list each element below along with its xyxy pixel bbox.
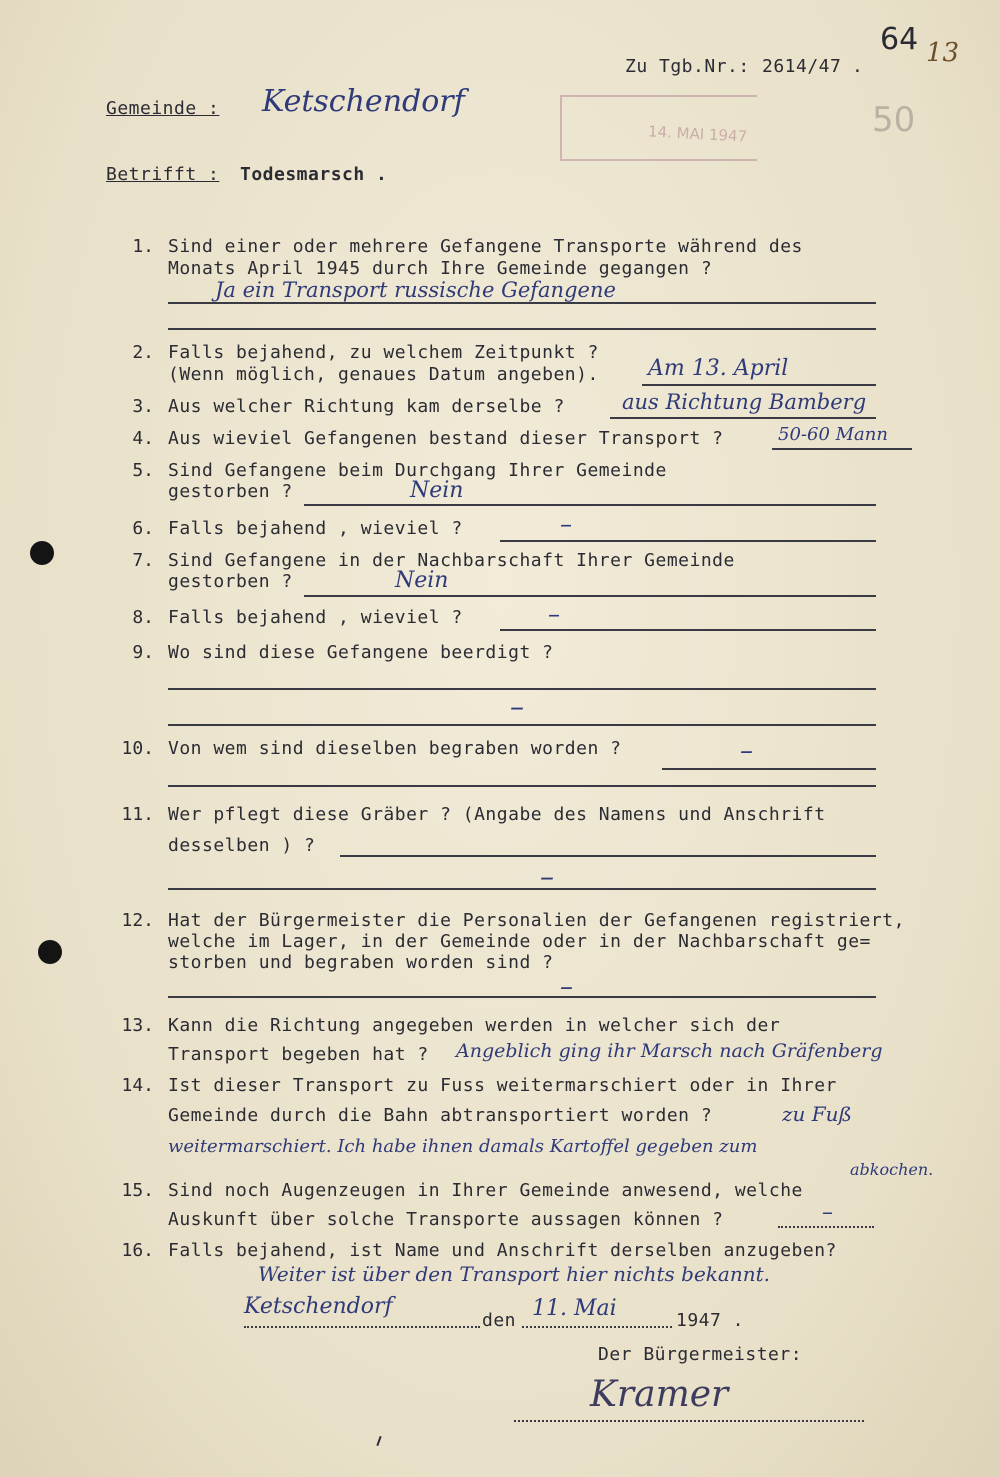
- answer-line: [168, 785, 876, 787]
- answer: 50-60 Mann: [778, 424, 888, 445]
- question-text: Sind Gefangene in der Nachbarschaft Ihrer Gemeinde: [168, 550, 735, 571]
- question-number: 13.: [121, 1015, 154, 1036]
- answer-line: [340, 855, 876, 857]
- question-text: Falls bejahend , wieviel ?: [168, 518, 463, 539]
- question-text: Sind Gefangene beim Durchgang Ihrer Gemeinde: [168, 460, 667, 481]
- answer: Nein: [410, 478, 464, 503]
- question-text: Auskunft über solche Transporte aussagen können ?: [168, 1209, 724, 1230]
- question-text: Aus wieviel Gefangenen bestand dieser Transport ?: [168, 428, 724, 449]
- answer: Angeblich ging ihr Marsch nach Gräfenberg: [456, 1040, 883, 1062]
- answer-line: [778, 1226, 874, 1228]
- question-number: 3.: [132, 396, 154, 417]
- question-number: 11.: [121, 804, 154, 825]
- answer: Am 13. April: [648, 356, 789, 381]
- den-label: den: [482, 1310, 517, 1331]
- municipality-label: Gemeinde :: [106, 98, 220, 119]
- answer: –: [822, 1200, 833, 1225]
- signatory-label: Der Bürgermeister:: [598, 1344, 803, 1365]
- question-number: 1.: [132, 236, 154, 257]
- answer-line: [662, 768, 876, 770]
- answer-line: [642, 384, 876, 386]
- answer-line: [168, 724, 876, 726]
- punch-hole-bottom: [38, 940, 62, 964]
- answer: aus Richtung Bamberg: [622, 390, 867, 414]
- answer-line: [610, 417, 876, 419]
- question-text: Ist dieser Transport zu Fuss weitermarschiert oder in Ihrer: [168, 1075, 837, 1096]
- subject-label: Betrifft :: [106, 164, 220, 185]
- answer: –: [560, 972, 573, 1002]
- answer: zu Fuß: [782, 1102, 852, 1126]
- place-dots: [244, 1326, 480, 1328]
- subject-value: Todesmarsch .: [240, 164, 388, 185]
- answer-line: [168, 302, 876, 304]
- answer: –: [560, 510, 572, 538]
- question-text: Hat der Bürgermeister die Personalien der Gefangenen registriert,: [168, 910, 905, 931]
- answer-line: [168, 996, 876, 998]
- signature-dots: [514, 1420, 864, 1422]
- question-text: Falls bejahend , wieviel ?: [168, 607, 463, 628]
- question-text: storben und begraben worden sind ?: [168, 952, 554, 973]
- answer: Nein: [395, 568, 449, 593]
- answer-line: [168, 328, 876, 330]
- question-text: Wer pflegt diese Gräber ? (Angabe des Namens und Anschrift: [168, 804, 826, 825]
- question-text: Aus welcher Richtung kam derselbe ?: [168, 396, 565, 417]
- question-text: Falls bejahend, ist Name und Anschrift derselben anzugeben?: [168, 1240, 837, 1261]
- answer: –: [540, 860, 554, 893]
- question-number: 16.: [121, 1240, 154, 1261]
- signature: Kramer: [590, 1374, 729, 1415]
- answer-continued: abkochen.: [850, 1160, 934, 1179]
- date-dots: [522, 1326, 672, 1328]
- answer-line: [500, 540, 876, 542]
- question-text: Gemeinde durch die Bahn abtransportiert worden ?: [168, 1105, 713, 1126]
- question-number: 15.: [121, 1180, 154, 1201]
- answer-line: [500, 629, 876, 631]
- reference-number: 2614/47: [762, 56, 842, 77]
- question-number: 14.: [121, 1075, 154, 1096]
- question-number: 2.: [132, 342, 154, 363]
- answer: Ja ein Transport russische Gefangene: [215, 278, 616, 302]
- question-text: Sind einer oder mehrere Gefangene Transporte während des: [168, 236, 803, 257]
- answer: Weiter ist über den Transport hier nichts bekannt.: [258, 1262, 770, 1286]
- folio-number: 64: [880, 22, 919, 57]
- answer: –: [740, 736, 753, 766]
- question-number: 7.: [132, 550, 154, 571]
- reference-label: Zu Tgb.Nr.:: [625, 56, 750, 77]
- question-text: gestorben ?: [168, 571, 293, 592]
- answer-line: [304, 595, 876, 597]
- answer-line: [304, 504, 876, 506]
- question-text: welche im Lager, in der Gemeinde oder in der Nachbarschaft ge=: [168, 931, 871, 952]
- question-number: 5.: [132, 460, 154, 481]
- answer: –: [548, 600, 560, 628]
- date-day: 11. Mai: [532, 1296, 617, 1321]
- answer-continued: weitermarschiert. Ich habe ihnen damals Kartoffel gegeben zum: [168, 1136, 758, 1157]
- pencil-number: 50: [872, 100, 916, 140]
- question-number: 6.: [132, 518, 154, 539]
- question-number: 9.: [132, 642, 154, 663]
- question-text: Wo sind diese Gefangene beerdigt ?: [168, 642, 554, 663]
- answer-line: [772, 448, 912, 450]
- municipality-value: Ketschendorf: [262, 84, 465, 119]
- answer: –: [510, 690, 524, 723]
- question-text: Monats April 1945 durch Ihre Gemeinde gegangen ?: [168, 258, 713, 279]
- date-year: 1947 .: [676, 1310, 745, 1331]
- question-text: desselben ) ?: [168, 835, 316, 856]
- received-stamp: [560, 95, 757, 161]
- place: Ketschendorf: [244, 1294, 393, 1319]
- question-text: gestorben ?: [168, 481, 293, 502]
- question-number: 10.: [121, 738, 154, 759]
- question-number: 4.: [132, 428, 154, 449]
- question-text: Falls bejahend, zu welchem Zeitpunkt ?: [168, 342, 599, 363]
- folio-secondary: 13: [926, 38, 960, 68]
- answer-line: [168, 888, 876, 890]
- punch-hole-top: [30, 541, 54, 565]
- question-number: 8.: [132, 607, 154, 628]
- pen-mark: [376, 1436, 381, 1446]
- stamp-date: 14. MAI 1947: [647, 122, 748, 146]
- question-number: 12.: [121, 910, 154, 931]
- question-text: (Wenn möglich, genaues Datum angeben).: [168, 364, 599, 385]
- question-text: Kann die Richtung angegeben werden in welcher sich der: [168, 1015, 781, 1036]
- question-text: Transport begeben hat ?: [168, 1044, 429, 1065]
- question-text: Von wem sind dieselben begraben worden ?: [168, 738, 622, 759]
- question-text: Sind noch Augenzeugen in Ihrer Gemeinde anwesend, welche: [168, 1180, 803, 1201]
- document-page: 14. MAI 1947 Zu Tgb.Nr.: 2614/47 . 64 13 50 Gemeinde : Ketschendorf Betrifft : Todesmarsch . 1. Sind einer oder mehrere Gefangene Transporte während des Monats April 1945 durch Ihre Gemeinde gegangen ? Ja ein Transport russische Gefangene 2. Falls bejahend, zu welchem Zeitpunkt ? (Wenn möglich, genaues Datum angeben). Am 13. April 3. Aus welcher Richtung kam derselbe ? aus Richtung Bamberg 4. Aus wieviel Gefangenen bestand dieser Transport ? 50-60 Mann 5. Sind Gefangene beim Durchgang Ihrer Gemeinde gestorben ? Nein 6. Falls bejahend , wieviel ? – 7. Sind Gefangene in der Nachbarschaft Ihrer Gemeinde gestorben ? Nein 8. Falls bejahend , wieviel ? – 9. Wo sind diese Gefangene beerdigt ? – 10. Von wem sind dieselben begraben worden ? – 11. Wer pflegt diese Gräber ? (Angabe des Namens und Anschrift desselben ) ? – 12. Hat der Bürgermeister die Personalien der Gefangenen registriert, welche im Lager, in der Gemeinde oder in der Nachbarschaft ge= storben und begraben worden sind ? – 13. Kann die Richtung angegeben werden in welcher sich der Transport begeben hat ? Angeblich ging ihr Marsch nach Gräfenberg 14. Ist dieser Transport zu Fuss weitermarschiert oder in Ihrer Gemeinde durch die Bahn abtransportiert worden ? zu Fuß weitermarschiert. Ich habe ihnen damals Kartoffel gegeben zum abkochen. 15. Sind noch Augenzeugen in Ihrer Gemeinde anwesend, welche Auskunft über solche Transporte aussagen können ? – 16. Falls bejahend, ist Name und Anschrift derselben anzugeben? Weiter ist über den Transport hier nichts bekannt. Ketschendorf den 11. Mai 1947 . Der Bürgermeister: Kramer: [0, 0, 1000, 1477]
